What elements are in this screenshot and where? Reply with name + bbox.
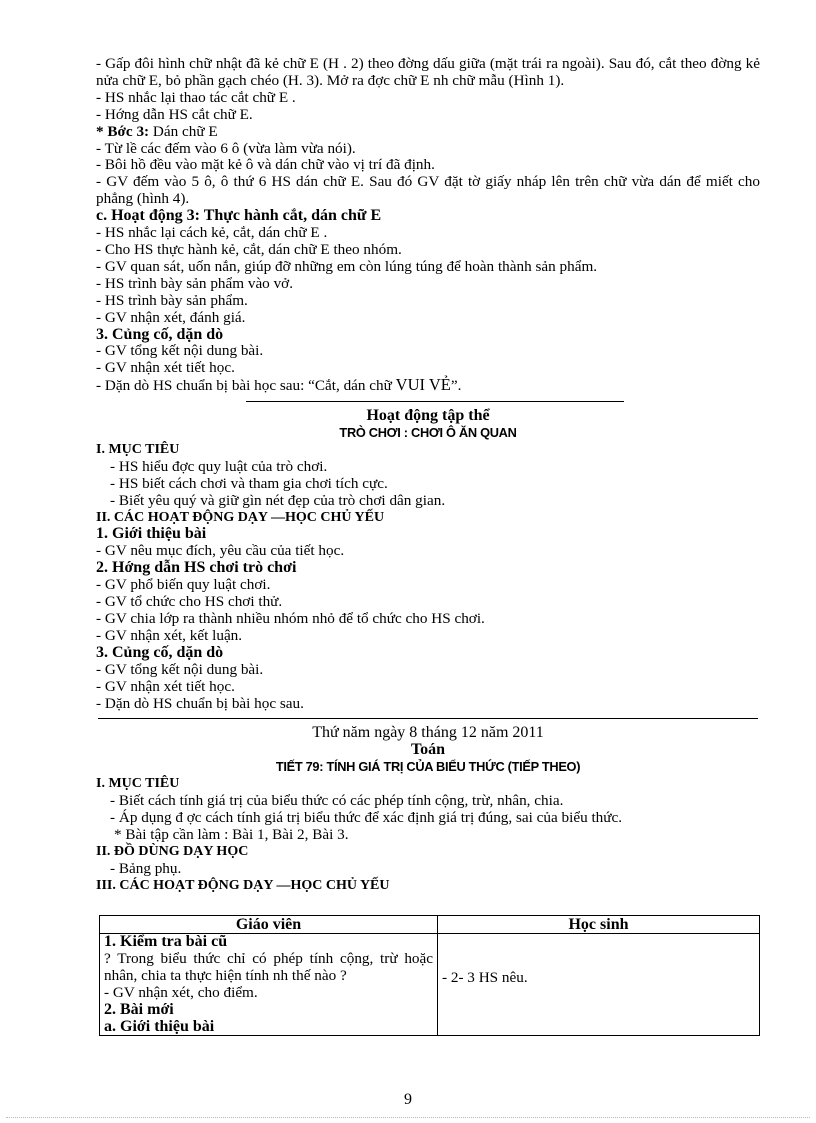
text-line: * Bài tập cần làm : Bài 1, Bài 2, Bài 3. bbox=[114, 825, 349, 843]
step3-heading bbox=[96, 124, 760, 141]
header-teacher: Giáo viên bbox=[100, 916, 438, 934]
text-line: - GV tổ chức cho HS chơi thử. bbox=[96, 593, 283, 611]
section-title: Hoạt động tập thể bbox=[366, 407, 490, 425]
objectives-heading: I. MỤC TIÊU bbox=[96, 776, 180, 792]
intro-title: a. Giới thiệu bài bbox=[104, 1017, 215, 1035]
activity3-title: c. Hoạt động 3: Thực hành cắt, dán chữ E bbox=[96, 207, 382, 225]
check-question: ? Trong biểu thức chỉ có phép tính cộng, trừ hoặc nhân, chia ta thực hiện tính nh thế nào ? bbox=[104, 949, 433, 984]
text-line: - HS biết cách chơi và tham gia chơi tích cực. bbox=[110, 474, 388, 492]
text-line: - GV đếm vào 5 ô, ô thứ 6 HS dán chữ E. Sau đó GV đặt tờ giấy nháp lên trên chữ vừa dán để miết cho phẳng (hình 4). bbox=[96, 173, 760, 208]
lesson-title: TIẾT 79: TÍNH GIÁ TRỊ CỦA BIỂU THỨC (TIẾP THEO) bbox=[275, 759, 581, 775]
text-line: - HS nhắc lại cách kẻ, cắt, dán chữ E . bbox=[96, 224, 328, 242]
text-line: - GV nhận xét, kết luận. bbox=[96, 626, 243, 644]
text-line: - Dặn dò HS chuẩn bị bài học sau. bbox=[96, 694, 304, 712]
wrap-up-title: 3. Củng cố, dặn dò bbox=[96, 643, 224, 661]
text-line: - GV tổng kết nội dung bài. bbox=[96, 342, 264, 360]
full-divider bbox=[98, 718, 758, 719]
text-line: - HS nhắc lại thao tác cắt chữ E . bbox=[96, 88, 296, 106]
text-line: - GV nhận xét, đánh giá. bbox=[96, 308, 246, 326]
text-line: - HS hiểu đợc quy luật của trò chơi. bbox=[110, 457, 328, 475]
page-number: 9 bbox=[404, 1091, 412, 1108]
check-note: - GV nhận xét, cho điểm. bbox=[104, 983, 258, 1001]
text-line: - Biết yêu quý và giữ gìn nét đẹp của trò chơi dân gian. bbox=[110, 491, 446, 509]
section-subtitle: TRÒ CHƠI : CHƠI Ô ĂN QUAN bbox=[339, 425, 517, 441]
step3-text: Dán chữ E bbox=[149, 122, 218, 140]
teacher-cell bbox=[100, 934, 438, 1036]
wrap-up-title: 3. Củng cố, dặn dò bbox=[96, 325, 224, 343]
activities-heading: III. CÁC HOẠT ĐỘNG DẠY —HỌC CHỦ YẾU bbox=[96, 877, 390, 893]
text-line: - GV quan sát, uốn nắn, giúp đỡ những em còn lúng túng để hoàn thành sản phẩm. bbox=[96, 257, 598, 275]
text-line: - Áp dụng đ ợc cách tính giá trị biểu thức để xác định giá trị đúng, sai của biểu thức. bbox=[110, 808, 623, 826]
header-student: Học sinh bbox=[438, 916, 760, 934]
text-line: - Cho HS thực hành kẻ, cắt, dán chữ E theo nhóm. bbox=[96, 240, 402, 258]
text-line: - Hớng dẫn HS cắt chữ E. bbox=[96, 105, 253, 123]
new-lesson-title: 2. Bài mới bbox=[104, 1000, 174, 1018]
step2-instruction: - Gấp đôi hình chữ nhật đã kẻ chữ E (H . 2) theo đờng dấu giữa (mặt trái ra ngoài). Sau đó, cắt theo đờng kẻ nửa chữ E, bỏ phần gạch chéo (H. 3). Mở ra đợc chữ E nh chữ mẫu (Hình 1). bbox=[96, 55, 760, 89]
short-divider bbox=[246, 401, 624, 402]
guide-heading: 2. Hớng dẫn HS chơi trò chơi bbox=[96, 559, 297, 577]
activities-heading: II. CÁC HOẠT ĐỘNG DẠY —HỌC CHỦ YẾU bbox=[96, 509, 385, 525]
objectives-heading: I. MỤC TIÊU bbox=[96, 441, 180, 457]
check-title: 1. Kiểm tra bài cũ bbox=[104, 933, 228, 950]
table-row bbox=[100, 934, 760, 1036]
text-line: - Bảng phụ. bbox=[110, 859, 182, 877]
date-line: Thứ năm ngày 8 tháng 12 năm 2011 bbox=[312, 724, 544, 742]
intro-heading: 1. Giới thiệu bài bbox=[96, 525, 207, 543]
last-keyword: VUI VẺ bbox=[395, 375, 451, 395]
student-answer: - 2- 3 HS nêu. bbox=[442, 969, 528, 986]
page-edge bbox=[6, 1117, 810, 1118]
text-line: - GV phổ biến quy luật chơi. bbox=[96, 576, 271, 594]
text-line bbox=[96, 377, 760, 395]
subject-title: Toán bbox=[410, 741, 446, 759]
tools-heading: II. ĐỒ DÙNG DẠY HỌC bbox=[96, 843, 249, 859]
last-suffix: ”. bbox=[450, 377, 462, 395]
text-line: - Từ lề các đếm vào 6 ô (vừa làm vừa nói). bbox=[96, 139, 356, 157]
text-line: - HS trình bày sản phẩm vào vở. bbox=[96, 274, 293, 292]
text-line: - GV nhận xét tiết học. bbox=[96, 677, 235, 695]
text-line: - GV nêu mục đích, yêu cầu của tiết học. bbox=[96, 542, 345, 560]
table-header-row bbox=[100, 916, 760, 934]
text-line: - GV chia lớp ra thành nhiều nhóm nhỏ để tổ chức cho HS chơi. bbox=[96, 610, 485, 627]
lesson-table bbox=[99, 915, 760, 1036]
text-line: - GV tổng kết nội dung bài. bbox=[96, 660, 264, 678]
text-line: - GV nhận xét tiết học. bbox=[96, 359, 235, 377]
last-prefix: - Dặn dò HS chuẩn bị bài học sau: “Cắt, dán chữ bbox=[96, 377, 396, 395]
student-cell bbox=[438, 934, 760, 1036]
text-line: - Bôi hồ đều vào mặt kẻ ô và dán chữ vào vị trí đã định. bbox=[96, 156, 435, 174]
text-line: - HS trình bày sản phẩm. bbox=[96, 291, 248, 309]
step3-label: * Bớc 3: bbox=[96, 122, 150, 140]
document-page bbox=[96, 56, 760, 895]
text-line: - Biết cách tính giá trị của biểu thức có các phép tính cộng, trừ, nhân, chia. bbox=[110, 792, 564, 810]
